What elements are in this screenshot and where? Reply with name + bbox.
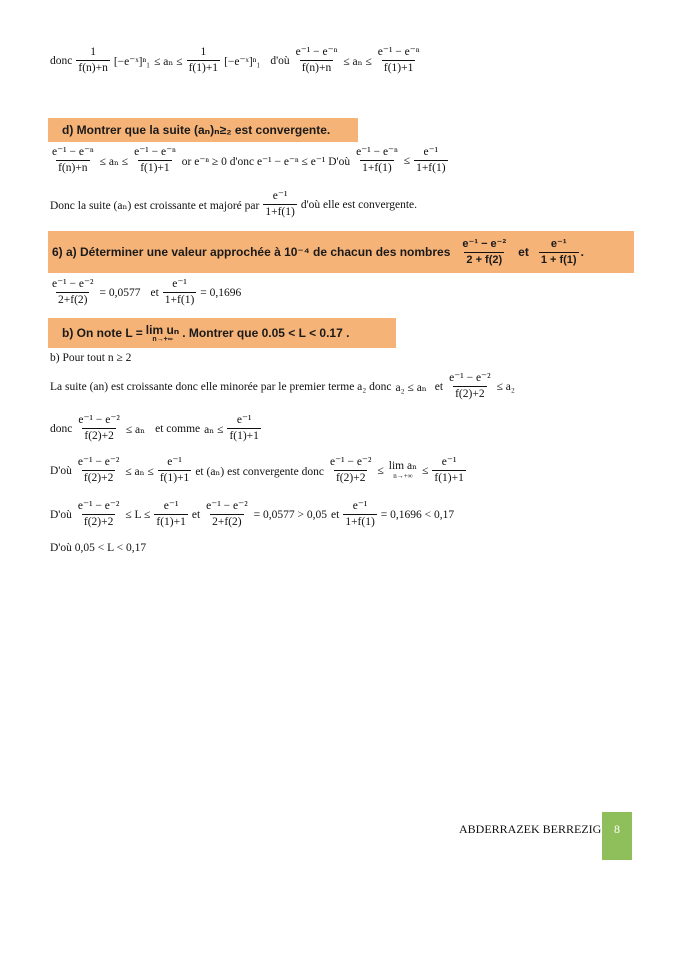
question-banner-d [48, 118, 358, 142]
question-banner-6 [48, 231, 634, 273]
value: = 0,0577 > 0,05 [253, 508, 327, 521]
inequality: ≤ aₙ [125, 423, 146, 436]
relation: aₙ ≤ [204, 423, 224, 436]
fraction: $\frac{\text{e⁻¹}}{1+f(1)}$ [265, 190, 295, 219]
footer-author: ABDERRAZEK BERREZIG [459, 822, 602, 836]
statement-text: Donc la suite (aₙ) est croissante et majoré par [50, 199, 260, 212]
word-et: et [150, 286, 159, 299]
equation-line-7 [48, 414, 263, 443]
fraction: $\frac{\text{e⁻¹ − e⁻²}}{f(2)+2}$ [449, 372, 491, 401]
bracket-expression: [−e⁻ˣ]ⁿ₁ [224, 55, 261, 68]
fraction: $\frac{\text{e⁻¹}}{f(1)+1}$ [156, 500, 186, 529]
fraction: $\frac{\text{e⁻¹ − e⁻ⁿ}}{1+f(1)}$ [356, 146, 398, 175]
value: = 0,1696 < 0,17 [380, 508, 455, 521]
banner-text: d) Montrer que la suite (aₙ)ₙ≥₂ est convergente. [62, 123, 331, 137]
banner-text: 6) a) Déterminer une valeur approchée à 10⁻⁴ de chacun des nombres [52, 245, 451, 259]
fraction: $\frac{\text{e⁻¹}}{f(1)+1}$ [434, 456, 464, 485]
fraction: $\frac{\text{e⁻¹ − e⁻²}}{2 + f(2)}$ [462, 237, 507, 266]
equation-line-4 [48, 278, 243, 307]
fraction: $\frac{\text{e⁻¹ − e⁻ⁿ}}{f(n)+n}$ [295, 46, 338, 75]
fraction: $\frac{\text{e⁻¹ − e⁻ⁿ}}{f(n)+n}$ [52, 146, 94, 175]
bracket-expression: [−e⁻ˣ]ⁿ₁ [113, 55, 151, 68]
fraction: $\frac{\text{e⁻¹ − e⁻²}}{2+f(2)}$ [206, 500, 248, 529]
equation-line-9 [48, 500, 456, 529]
word-et: et [191, 508, 201, 521]
equation-line-5 [48, 352, 133, 364]
statement-text: b) Pour tout n ≥ 2 [50, 352, 132, 364]
statement-text: d'où elle est convergente. [300, 198, 418, 211]
inequality: ≤ aₙ ≤ [343, 55, 372, 68]
word-donc: donc [50, 422, 73, 435]
equation-line-2 [48, 146, 450, 175]
value: = 0,1696 [200, 286, 242, 299]
inequality: ≤ [422, 464, 429, 477]
limit-expression: lim aₙ n→+∞ [388, 460, 418, 480]
equation-line-8 [48, 456, 468, 485]
statement-text: et comme [155, 422, 201, 435]
fraction: $\frac{1}{f(1)+1}$ [188, 46, 219, 75]
equation-line-3 [48, 190, 419, 219]
inequality: ≤ aₙ ≤ [99, 155, 129, 168]
value: = 0,0577 [99, 286, 141, 299]
fraction: $\frac{\text{e⁻¹ − e⁻²}}{f(2)+2}$ [329, 456, 372, 485]
banner-word-et: et [518, 245, 529, 259]
word-et: et [331, 508, 340, 521]
statement-text: La suite (an) est croissante donc elle minorée par le premier terme a₂ donc [50, 380, 392, 393]
inequality: ≤ [403, 154, 411, 167]
fraction: $\frac{\text{e⁻¹}}{1 + f(1)}$ [540, 237, 577, 266]
fraction: $\frac{\text{e⁻¹ − e⁻²}}{f(2)+2}$ [77, 500, 120, 529]
statement-text: et (aₙ) est convergente donc [195, 465, 324, 478]
relation: a₂ ≤ aₙ [395, 381, 427, 394]
inequality: ≤ [377, 464, 384, 477]
inequality: ≤ L ≤ [125, 508, 151, 521]
fraction: $\frac{1}{f(n)+n}$ [78, 46, 108, 75]
fraction: $\frac{\text{e⁻¹}}{f(1)+1}$ [159, 456, 190, 485]
fraction: $\frac{\text{e⁻¹}}{1+f(1)}$ [416, 146, 446, 175]
conclusion-text: D'où 0,05 < L < 0,17 [50, 542, 147, 554]
word-et: et [434, 380, 444, 393]
fraction: $\frac{\text{e⁻¹}}{f(1)+1}$ [229, 414, 259, 443]
limit-expression: lim uₙ n→+∞ [145, 322, 180, 343]
fraction: $\frac{\text{e⁻¹ − e⁻²}}{f(2)+2}$ [77, 456, 120, 485]
equation-line-6 [48, 372, 517, 401]
banner-text: b) On note L = [62, 326, 143, 340]
word-doou: D'où [50, 464, 72, 477]
banner-text: . Montrer que 0.05 < L < 0.17 . [182, 326, 350, 340]
fraction: $\frac{\text{e⁻¹}}{1+f(1)}$ [345, 500, 375, 529]
fraction: $\frac{\text{e⁻¹ − e⁻ⁿ}}{f(1)+1}$ [134, 146, 176, 175]
equation-line-1 [48, 46, 423, 75]
statement-text: or e⁻ⁿ ≥ 0 d'onc e⁻¹ − e⁻ⁿ ≤ e⁻¹ D'où [181, 155, 351, 168]
equation-line-10 [48, 542, 148, 554]
fraction: $\frac{\text{e⁻¹}}{1+f(1)}$ [164, 278, 195, 307]
relation: ≤ a₂ [496, 380, 515, 393]
inequality: ≤ aₙ ≤ [125, 465, 154, 478]
fraction: $\frac{\text{e⁻¹ − e⁻ⁿ}}{f(1)+1}$ [377, 46, 420, 75]
word-donc: donc [50, 54, 73, 67]
word-doou: d'où [270, 54, 290, 67]
fraction: $\frac{\text{e⁻¹ − e⁻²}}{2+f(2)}$ [52, 278, 94, 307]
banner-period: . [580, 245, 584, 259]
inequality: ≤ aₙ ≤ [154, 55, 183, 68]
fraction: $\frac{\text{e⁻¹ − e⁻²}}{f(2)+2}$ [78, 414, 120, 443]
question-banner-b [48, 318, 396, 348]
word-doou: D'où [50, 508, 72, 521]
page-number: 8 [602, 812, 632, 860]
